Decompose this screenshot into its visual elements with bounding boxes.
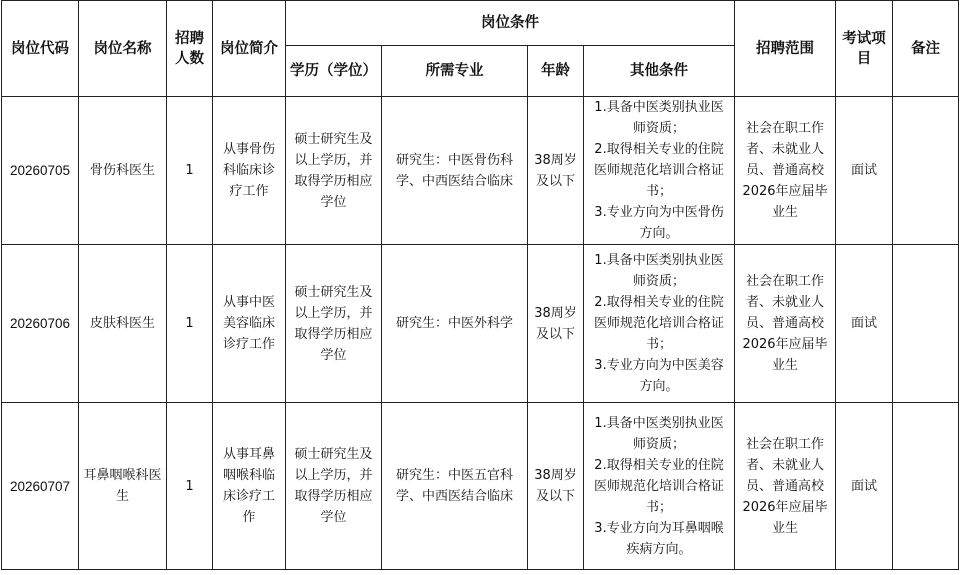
position-intro: 从事中医美容临床诊疗工作: [213, 245, 286, 403]
age-requirement: 38周岁及以下: [528, 403, 584, 570]
hire-count: 1: [167, 245, 213, 403]
header-recruit-scope: 招聘范围: [735, 1, 836, 97]
education-requirement: 硕士研究生及以上学历，并取得学历相应学位: [286, 245, 382, 403]
other-condition-line: 3.专业方向为中医美容方向。: [594, 358, 724, 394]
other-condition-line: 3.专业方向为耳鼻咽喉疾病方向。: [594, 520, 724, 557]
other-condition-line: 3.专业方向为中医骨伤方向。: [594, 205, 724, 241]
other-condition-line: 1.具备中医类别执业医师资质；: [594, 100, 724, 136]
remark: [893, 97, 959, 245]
position-code: 20260706: [2, 245, 79, 403]
other-condition-line: 1.具备中医类别执业医师资质；: [594, 415, 724, 452]
other-condition-line: 1.具备中医类别执业医师资质；: [594, 253, 724, 289]
education-requirement: 硕士研究生及以上学历，并取得学历相应学位: [286, 97, 382, 245]
other-conditions: [584, 403, 735, 570]
header-position-name: 岗位名称: [79, 1, 167, 97]
position-intro: 从事骨伤科临床诊疗工作: [213, 97, 286, 245]
exam-item: 面试: [836, 245, 893, 403]
major-requirement: 研究生：中医五官科学、中西医结合临床: [382, 403, 528, 570]
header-remark: 备注: [893, 1, 959, 97]
age-requirement: 38周岁及以下: [528, 97, 584, 245]
recruit-scope: 社会在职工作者、未就业人员、普通高校2026年应届毕业生: [735, 97, 836, 245]
remark: [893, 245, 959, 403]
header-age: 年龄: [528, 46, 584, 97]
recruit-scope: 社会在职工作者、未就业人员、普通高校2026年应届毕业生: [735, 403, 836, 570]
other-conditions: [584, 245, 735, 403]
age-requirement: 38周岁及以下: [528, 245, 584, 403]
table-row: [2, 245, 959, 403]
header-exam-item: 考试项目: [836, 1, 893, 97]
position-name: 皮肤科医生: [79, 245, 167, 403]
education-requirement: 硕士研究生及以上学历，并取得学历相应学位: [286, 403, 382, 570]
hire-count: 1: [167, 97, 213, 245]
header-other-conditions: 其他条件: [584, 46, 735, 97]
header-position-code: 岗位代码: [2, 1, 79, 97]
recruit-scope: 社会在职工作者、未就业人员、普通高校2026年应届毕业生: [735, 245, 836, 403]
hire-count: 1: [167, 403, 213, 570]
table-row: [2, 97, 959, 245]
position-code: 20260707: [2, 403, 79, 570]
position-code: 20260705: [2, 97, 79, 245]
major-requirement: 研究生：中医骨伤科学、中西医结合临床: [382, 97, 528, 245]
other-conditions: [584, 97, 735, 245]
other-condition-line: 2.取得相关专业的住院医师规范化培训合格证书；: [593, 457, 724, 515]
header-major: 所需专业: [382, 46, 528, 97]
major-requirement: 研究生：中医外科学: [382, 245, 528, 403]
header-position-intro: 岗位简介: [213, 1, 286, 97]
remark: [893, 403, 959, 570]
other-condition-line: 2.取得相关专业的住院医师规范化培训合格证书；: [593, 142, 724, 199]
header-education: 学历（学位）: [286, 46, 382, 97]
other-condition-line: 2.取得相关专业的住院医师规范化培训合格证书；: [593, 295, 724, 352]
position-intro: 从事耳鼻咽喉科临床诊疗工作: [213, 403, 286, 570]
position-name: 耳鼻咽喉科医生: [79, 403, 167, 570]
exam-item: 面试: [836, 403, 893, 570]
recruitment-table: [1, 0, 959, 570]
header-position-conditions: 岗位条件: [286, 1, 735, 46]
exam-item: 面试: [836, 97, 893, 245]
position-name: 骨伤科医生: [79, 97, 167, 245]
header-hire-count: 招聘人数: [167, 1, 213, 97]
table-row: [2, 403, 959, 570]
